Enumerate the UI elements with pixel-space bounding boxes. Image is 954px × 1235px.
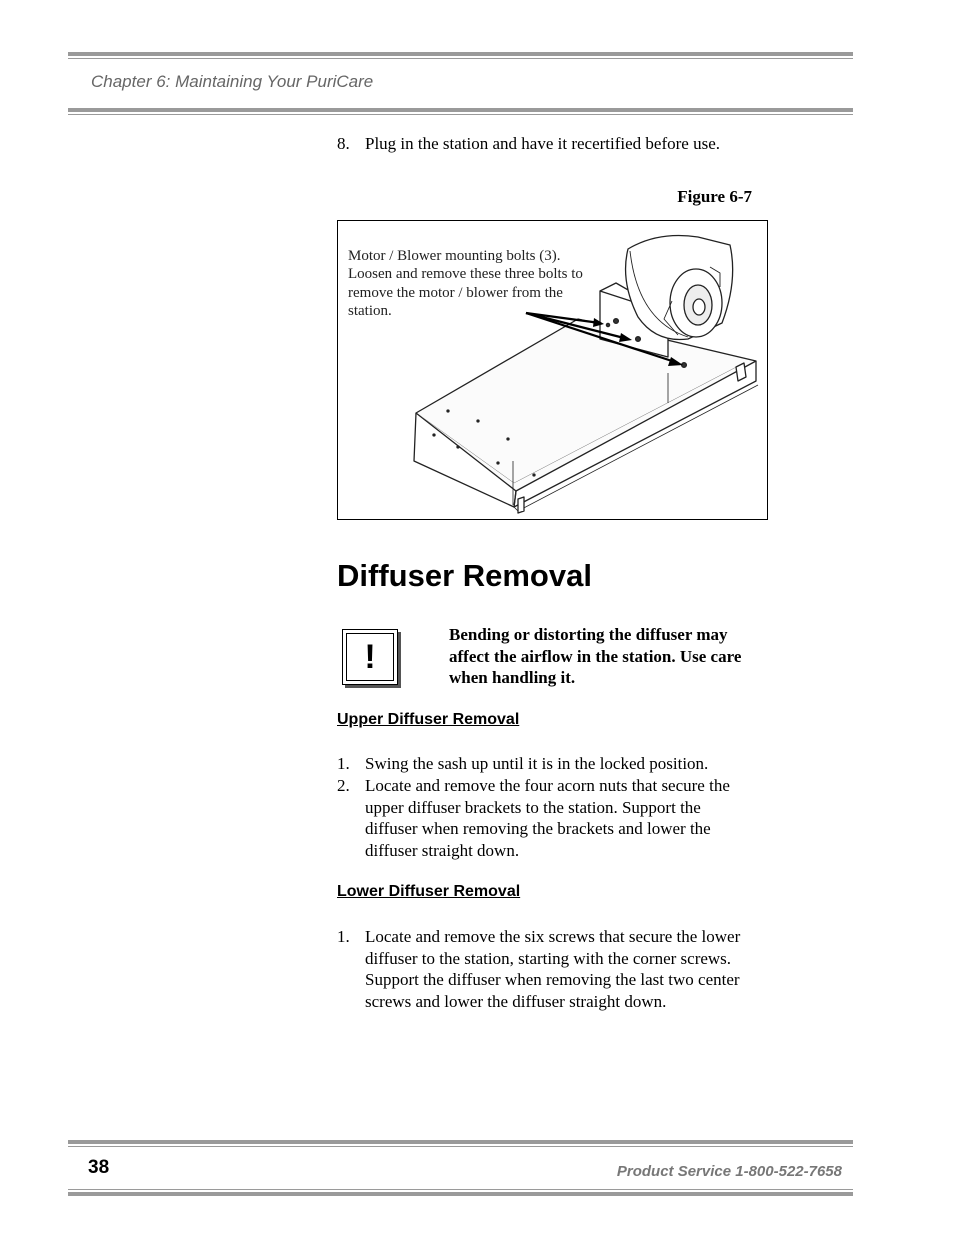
step-text: Swing the sash up until it is in the locked position. bbox=[365, 754, 709, 773]
step-text: Locate and remove the six screws that secure the lower diffuser to the station, starting with the corner screws. Support the diffuser when removing the last two center screws and lower the diffuser straight down. bbox=[365, 927, 741, 1011]
step-number: 8. bbox=[337, 134, 350, 153]
caution-text: Bending or distorting the diffuser may affect the airflow in the station. Use care when handling it. bbox=[449, 625, 742, 687]
figure-callout: Motor / Blower mounting bolts (3). Loosen and remove these three bolts to remove the motor / blower from the station. bbox=[348, 248, 583, 319]
upper-step-1 bbox=[337, 753, 767, 775]
figure-6-7 bbox=[337, 220, 768, 520]
footer-bottom-rule bbox=[68, 1189, 853, 1196]
step-number: 1. bbox=[337, 754, 350, 773]
upper-step-2 bbox=[337, 775, 755, 861]
running-head: Chapter 6: Maintaining Your PuriCare bbox=[91, 72, 374, 91]
step-8 bbox=[337, 133, 767, 155]
lower-diffuser-heading: Lower Diffuser Removal bbox=[337, 883, 521, 900]
header-top-rule bbox=[68, 52, 853, 59]
footer-top-rule bbox=[68, 1140, 853, 1147]
figure-label: Figure 6-7 bbox=[677, 187, 752, 206]
section-title: Diffuser Removal bbox=[337, 558, 592, 593]
lower-step-1 bbox=[337, 926, 762, 1012]
caution-icon bbox=[342, 629, 398, 685]
step-number: 1. bbox=[337, 927, 350, 946]
page-number: 38 bbox=[88, 1157, 110, 1178]
step-text: Plug in the station and have it recertified before use. bbox=[365, 134, 720, 153]
step-text: Locate and remove the four acorn nuts that secure the upper diffuser brackets to the station. Support the diffuser when removing the brackets and lower the diffuser straight down. bbox=[365, 776, 730, 860]
footer-contact: Product Service 1-800-522-7658 bbox=[616, 1163, 842, 1180]
upper-diffuser-heading: Upper Diffuser Removal bbox=[337, 711, 520, 728]
step-number: 2. bbox=[337, 776, 350, 795]
exclamation-icon: ! bbox=[346, 633, 394, 681]
header-bottom-rule bbox=[68, 108, 853, 115]
